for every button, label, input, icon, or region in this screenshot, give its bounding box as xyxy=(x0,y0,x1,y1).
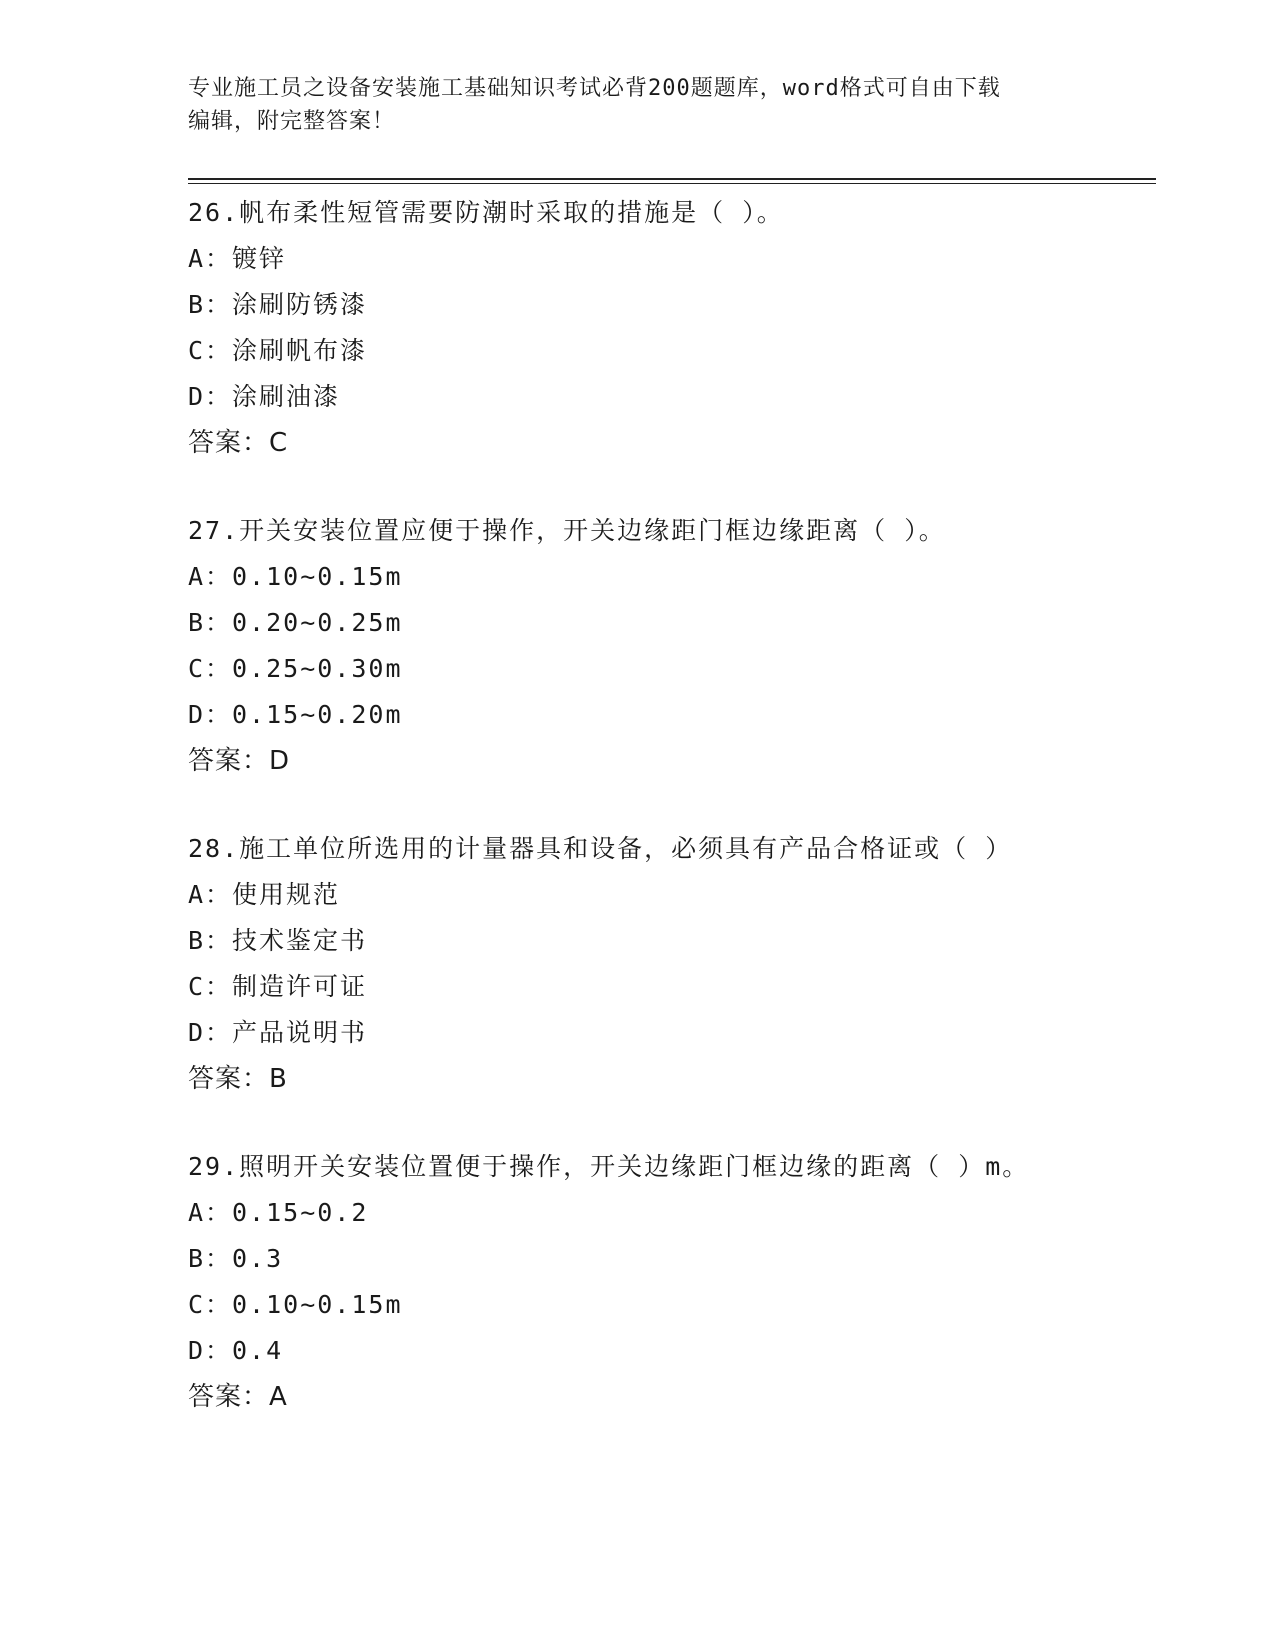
option-key: B： xyxy=(188,926,233,955)
answer-label: 答案： xyxy=(188,428,270,458)
answer-value: A xyxy=(269,1382,288,1412)
option-key: C： xyxy=(188,1290,233,1319)
option-text: 使用规范 xyxy=(232,880,341,909)
question-list xyxy=(188,190,1156,1462)
header-line-1: 专业施工员之设备安装施工基础知识考试必背200题题库，word格式可自由下载 xyxy=(188,76,1001,101)
option-text: 0.15~0.20m xyxy=(232,700,403,729)
option-text: 0.15~0.2 xyxy=(232,1198,369,1227)
answer-line xyxy=(188,1056,1156,1102)
option-text: 制造许可证 xyxy=(232,972,368,1001)
option-a xyxy=(188,872,1156,918)
document-header xyxy=(188,72,1078,138)
answer-value: C xyxy=(269,428,289,458)
answer-label: 答案： xyxy=(188,746,270,776)
option-key: D： xyxy=(188,1336,233,1365)
option-b xyxy=(188,918,1156,964)
question-stem: 28.施工单位所选用的计量器具和设备，必须具有产品合格证或（ ） xyxy=(188,834,1013,863)
option-text: 涂刷帆布漆 xyxy=(232,336,368,365)
option-c xyxy=(188,964,1156,1010)
option-a xyxy=(188,554,1156,600)
option-text: 0.25~0.30m xyxy=(232,654,403,683)
question-26 xyxy=(188,190,1156,508)
option-text: 涂刷油漆 xyxy=(232,382,341,411)
answer-value: B xyxy=(269,1064,288,1094)
option-c xyxy=(188,328,1156,374)
option-d xyxy=(188,1010,1156,1056)
option-key: B： xyxy=(188,608,233,637)
option-d xyxy=(188,692,1156,738)
option-key: A： xyxy=(188,244,233,273)
option-b xyxy=(188,1236,1156,1282)
option-a xyxy=(188,1190,1156,1236)
option-a xyxy=(188,236,1156,282)
answer-line xyxy=(188,1374,1156,1420)
option-key: D： xyxy=(188,700,233,729)
question-28 xyxy=(188,826,1156,1144)
option-text: 0.3 xyxy=(232,1244,284,1273)
option-d xyxy=(188,1328,1156,1374)
option-text: 0.10~0.15m xyxy=(232,562,403,591)
option-text: 0.10~0.15m xyxy=(232,1290,403,1319)
header-divider-thick xyxy=(188,178,1156,180)
answer-value: D xyxy=(269,746,291,776)
header-line-2: 编辑，附完整答案！ xyxy=(188,109,396,134)
option-text: 镀锌 xyxy=(232,244,287,273)
question-stem: 26.帆布柔性短管需要防潮时采取的措施是（ ）。 xyxy=(188,198,784,227)
option-b xyxy=(188,600,1156,646)
option-key: C： xyxy=(188,972,233,1001)
option-key: C： xyxy=(188,336,233,365)
option-key: B： xyxy=(188,1244,233,1273)
option-d xyxy=(188,374,1156,420)
option-key: D： xyxy=(188,1018,233,1047)
question-27 xyxy=(188,508,1156,826)
option-key: B： xyxy=(188,290,233,319)
answer-label: 答案： xyxy=(188,1064,270,1094)
option-key: A： xyxy=(188,880,233,909)
option-c xyxy=(188,646,1156,692)
answer-line xyxy=(188,738,1156,784)
option-key: A： xyxy=(188,1198,233,1227)
option-b xyxy=(188,282,1156,328)
option-text: 0.4 xyxy=(232,1336,284,1365)
option-text: 涂刷防锈漆 xyxy=(232,290,368,319)
option-text: 0.20~0.25m xyxy=(232,608,403,637)
question-29 xyxy=(188,1144,1156,1462)
option-c xyxy=(188,1282,1156,1328)
option-key: C： xyxy=(188,654,233,683)
option-text: 技术鉴定书 xyxy=(232,926,368,955)
answer-line xyxy=(188,420,1156,466)
option-key: A： xyxy=(188,562,233,591)
option-text: 产品说明书 xyxy=(232,1018,368,1047)
question-stem: 27.开关安装位置应便于操作，开关边缘距门框边缘距离（ ）。 xyxy=(188,516,946,545)
answer-label: 答案： xyxy=(188,1382,270,1412)
option-key: D： xyxy=(188,382,233,411)
header-divider-thin xyxy=(188,183,1156,184)
question-stem: 29.照明开关安装位置便于操作，开关边缘距门框边缘的距离（ ）m。 xyxy=(188,1152,1030,1181)
